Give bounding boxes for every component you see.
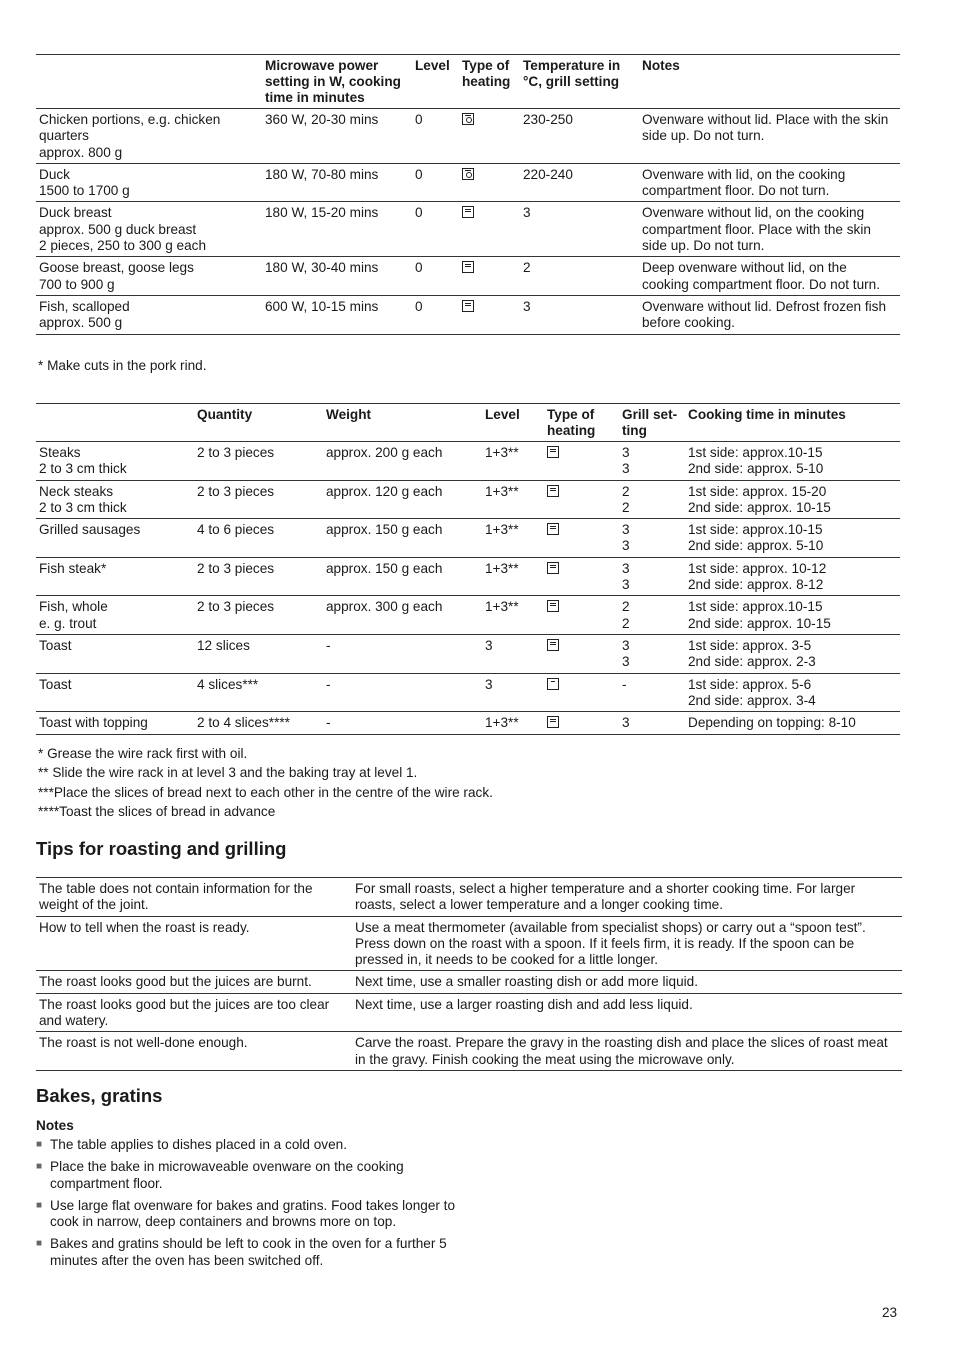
header-power: Microwave power setting in W, cooking time in minutes <box>262 55 412 109</box>
food-cell: Toast with topping <box>36 712 194 735</box>
cooking-time-cell: Depending on topping: 8-10 <box>685 712 900 735</box>
table-row <box>36 712 900 735</box>
temperature-cell: 3 <box>520 202 639 257</box>
heating-type-cell <box>544 480 619 519</box>
header-temperature: Temperature in °C, grill setting <box>520 55 639 109</box>
header-cooking-time: Cooking time in minutes <box>685 404 900 442</box>
level-cell: 0 <box>412 163 459 202</box>
power-cell: 180 W, 70-80 mins <box>262 163 412 202</box>
heating-type-cell <box>544 712 619 735</box>
grill-setting-cell: 3 <box>619 712 685 735</box>
header-level: Level <box>412 55 459 109</box>
table2-footnote-2: ** Slide the wire rack in at level 3 and the baking tray at level 1. <box>38 765 418 780</box>
level-cell: 0 <box>412 109 459 164</box>
notes-cell: Ovenware without lid. Place with the skin side up. Do not turn. <box>639 109 900 164</box>
table2-footnote-4: ****Toast the slices of bread in advance <box>38 804 276 819</box>
food-cell: Duck breast approx. 500 g duck breast 2 pieces, 250 to 300 g each <box>36 202 262 257</box>
heating-type-cell <box>544 596 619 635</box>
header-heating: Type of heating <box>459 55 520 109</box>
heating-type-cell <box>459 295 520 334</box>
table2-footnote-3: ***Place the slices of bread next to each other in the centre of the wire rack. <box>38 785 493 800</box>
header-notes: Notes <box>639 55 900 109</box>
power-cell: 180 W, 15-20 mins <box>262 202 412 257</box>
notes-cell: Ovenware without lid, on the cooking compartment floor. Place with the skin side up. Do not turn. <box>639 202 900 257</box>
quantity-cell: 2 to 3 pieces <box>194 596 323 635</box>
grill-setting-cell: 2 2 <box>619 480 685 519</box>
header-weight: Weight <box>323 404 482 442</box>
grill-small-icon <box>547 678 559 690</box>
list-item: ■ Place the bake in microwaveable ovenware on the cooking compartment floor. <box>36 1159 456 1192</box>
level-cell: 0 <box>412 295 459 334</box>
weight-cell: - <box>323 673 482 712</box>
issue-cell: How to tell when the roast is ready. <box>36 916 352 971</box>
level-cell: 1+3** <box>482 596 544 635</box>
grill-icon <box>462 300 474 312</box>
food-cell: Grilled sausages <box>36 519 194 558</box>
table-row <box>36 295 900 334</box>
table-row <box>36 557 900 596</box>
level-cell: 0 <box>412 257 459 296</box>
grill-setting-cell: - <box>619 673 685 712</box>
grill-icon <box>547 523 559 535</box>
table-row <box>36 971 902 993</box>
heating-type-cell <box>544 673 619 712</box>
food-cell: Toast <box>36 634 194 673</box>
heating-type-cell <box>459 163 520 202</box>
temperature-cell: 220-240 <box>520 163 639 202</box>
temperature-cell: 2 <box>520 257 639 296</box>
level-cell: 1+3** <box>482 519 544 558</box>
power-cell: 600 W, 10-15 mins <box>262 295 412 334</box>
heating-type-cell <box>544 634 619 673</box>
cooking-time-cell: 1st side: approx.10-15 2nd side: approx. 10-15 <box>685 596 900 635</box>
list-item: ■ Bakes and gratins should be left to cook in the oven for a further 5 minutes after the oven has been switched off. <box>36 1236 456 1269</box>
issue-cell: The table does not contain information for the weight of the joint. <box>36 878 352 917</box>
power-cell: 360 W, 20-30 mins <box>262 109 412 164</box>
hot-air-grill-icon <box>462 113 474 125</box>
table-row <box>36 163 900 202</box>
combination-cooking-table <box>36 54 900 335</box>
level-cell: 3 <box>482 634 544 673</box>
cooking-time-cell: 1st side: approx.10-15 2nd side: approx. 5-10 <box>685 519 900 558</box>
notes-cell: Ovenware with lid, on the cooking compartment floor. Do not turn. <box>639 163 900 202</box>
food-cell: Steaks 2 to 3 cm thick <box>36 442 194 481</box>
tips-heading: Tips for roasting and grilling <box>36 838 287 859</box>
quantity-cell: 2 to 3 pieces <box>194 442 323 481</box>
weight-cell: approx. 150 g each <box>323 519 482 558</box>
level-cell: 1+3** <box>482 712 544 735</box>
food-cell: Neck steaks 2 to 3 cm thick <box>36 480 194 519</box>
bakes-heading: Bakes, gratins <box>36 1085 163 1106</box>
header-food <box>36 55 262 109</box>
level-cell: 1+3** <box>482 557 544 596</box>
table2-footnote-1: * Grease the wire rack first with oil. <box>38 746 248 761</box>
temperature-cell: 230-250 <box>520 109 639 164</box>
tip-cell: Use a meat thermometer (available from specialist shops) or carry out a “spoon test”. Press down on the roast with a spoon. If it feels firm, it is ready. If the spoon can be pressed in, it needs to be cooked for a little longer. <box>352 916 902 971</box>
quantity-cell: 2 to 4 slices**** <box>194 712 323 735</box>
food-cell: Fish steak* <box>36 557 194 596</box>
header-grill-setting: Grill set-ting <box>619 404 685 442</box>
table-header-row <box>36 404 900 442</box>
quantity-cell: 2 to 3 pieces <box>194 557 323 596</box>
cooking-time-cell: 1st side: approx. 5-6 2nd side: approx. 3-4 <box>685 673 900 712</box>
quantity-cell: 2 to 3 pieces <box>194 480 323 519</box>
header-level: Level <box>482 404 544 442</box>
tips-table <box>36 877 902 1071</box>
grill-setting-cell: 3 3 <box>619 634 685 673</box>
food-cell: Fish, whole e. g. trout <box>36 596 194 635</box>
heating-type-cell <box>459 257 520 296</box>
weight-cell: approx. 300 g each <box>323 596 482 635</box>
notes-cell: Ovenware without lid. Defrost frozen fish before cooking. <box>639 295 900 334</box>
table-row <box>36 916 902 971</box>
level-cell: 1+3** <box>482 442 544 481</box>
heating-type-cell <box>544 557 619 596</box>
cooking-time-cell: 1st side: approx. 15-20 2nd side: approx. 10-15 <box>685 480 900 519</box>
weight-cell: approx. 200 g each <box>323 442 482 481</box>
issue-cell: The roast looks good but the juices are burnt. <box>36 971 352 993</box>
table-row <box>36 596 900 635</box>
grill-setting-cell: 2 2 <box>619 596 685 635</box>
level-cell: 3 <box>482 673 544 712</box>
food-cell: Chicken portions, e.g. chicken quarters approx. 800 g <box>36 109 262 164</box>
table-row <box>36 1032 902 1071</box>
table-row <box>36 519 900 558</box>
grill-icon <box>462 261 474 273</box>
issue-cell: The roast looks good but the juices are too clear and watery. <box>36 993 352 1032</box>
list-item: ■ The table applies to dishes placed in a cold oven. <box>36 1137 456 1153</box>
table1-footnote: * Make cuts in the pork rind. <box>38 358 207 373</box>
table-row <box>36 109 900 164</box>
table-row <box>36 634 900 673</box>
grill-icon <box>547 562 559 574</box>
quantity-cell: 4 to 6 pieces <box>194 519 323 558</box>
hot-air-grill-icon <box>462 168 474 180</box>
tip-cell: Next time, use a larger roasting dish and add less liquid. <box>352 993 902 1032</box>
heating-type-cell <box>544 519 619 558</box>
food-cell: Fish, scalloped approx. 500 g <box>36 295 262 334</box>
tip-cell: For small roasts, select a higher temperature and a shorter cooking time. For larger roasts, select a lower temperature and a longer cooking time. <box>352 878 902 917</box>
table-header-row <box>36 55 900 109</box>
table-row <box>36 480 900 519</box>
grill-icon <box>547 485 559 497</box>
heating-type-cell <box>459 109 520 164</box>
grilling-table <box>36 403 900 735</box>
grill-icon <box>547 600 559 612</box>
list-item: ■ Use large flat ovenware for bakes and gratins. Food takes longer to cook in narrow, deep containers and browns more on top. <box>36 1198 456 1231</box>
grill-icon <box>547 716 559 728</box>
grill-icon <box>462 206 474 218</box>
heating-type-cell <box>544 442 619 481</box>
table-row <box>36 202 900 257</box>
power-cell: 180 W, 30-40 mins <box>262 257 412 296</box>
tip-cell: Next time, use a smaller roasting dish or add more liquid. <box>352 971 902 993</box>
header-food <box>36 404 194 442</box>
table-row <box>36 257 900 296</box>
weight-cell: approx. 150 g each <box>323 557 482 596</box>
bakes-notes-list <box>36 1137 456 1275</box>
level-cell: 0 <box>412 202 459 257</box>
cooking-time-cell: 1st side: approx. 10-12 2nd side: approx. 8-12 <box>685 557 900 596</box>
quantity-cell: 4 slices*** <box>194 673 323 712</box>
table-row <box>36 878 902 917</box>
header-quantity: Quantity <box>194 404 323 442</box>
grill-setting-cell: 3 3 <box>619 557 685 596</box>
level-cell: 1+3** <box>482 480 544 519</box>
grill-setting-cell: 3 3 <box>619 442 685 481</box>
notes-cell: Deep ovenware without lid, on the cooking compartment floor. Do not turn. <box>639 257 900 296</box>
issue-cell: The roast is not well-done enough. <box>36 1032 352 1071</box>
weight-cell: - <box>323 712 482 735</box>
page-number: 23 <box>882 1305 898 1320</box>
table-row <box>36 442 900 481</box>
grill-icon <box>547 639 559 651</box>
food-cell: Duck 1500 to 1700 g <box>36 163 262 202</box>
quantity-cell: 12 slices <box>194 634 323 673</box>
table-row <box>36 673 900 712</box>
cooking-time-cell: 1st side: approx.10-15 2nd side: approx. 5-10 <box>685 442 900 481</box>
weight-cell: - <box>323 634 482 673</box>
food-cell: Goose breast, goose legs 700 to 900 g <box>36 257 262 296</box>
grill-icon <box>547 446 559 458</box>
header-heating: Type of heating <box>544 404 619 442</box>
heating-type-cell <box>459 202 520 257</box>
table-row <box>36 993 902 1032</box>
tip-cell: Carve the roast. Prepare the gravy in the roasting dish and place the slices of roast meat in the gravy. Finish cooking the meat using the microwave only. <box>352 1032 902 1071</box>
notes-title: Notes <box>36 1118 74 1133</box>
weight-cell: approx. 120 g each <box>323 480 482 519</box>
temperature-cell: 3 <box>520 295 639 334</box>
grill-setting-cell: 3 3 <box>619 519 685 558</box>
food-cell: Toast <box>36 673 194 712</box>
cooking-time-cell: 1st side: approx. 3-5 2nd side: approx. 2-3 <box>685 634 900 673</box>
